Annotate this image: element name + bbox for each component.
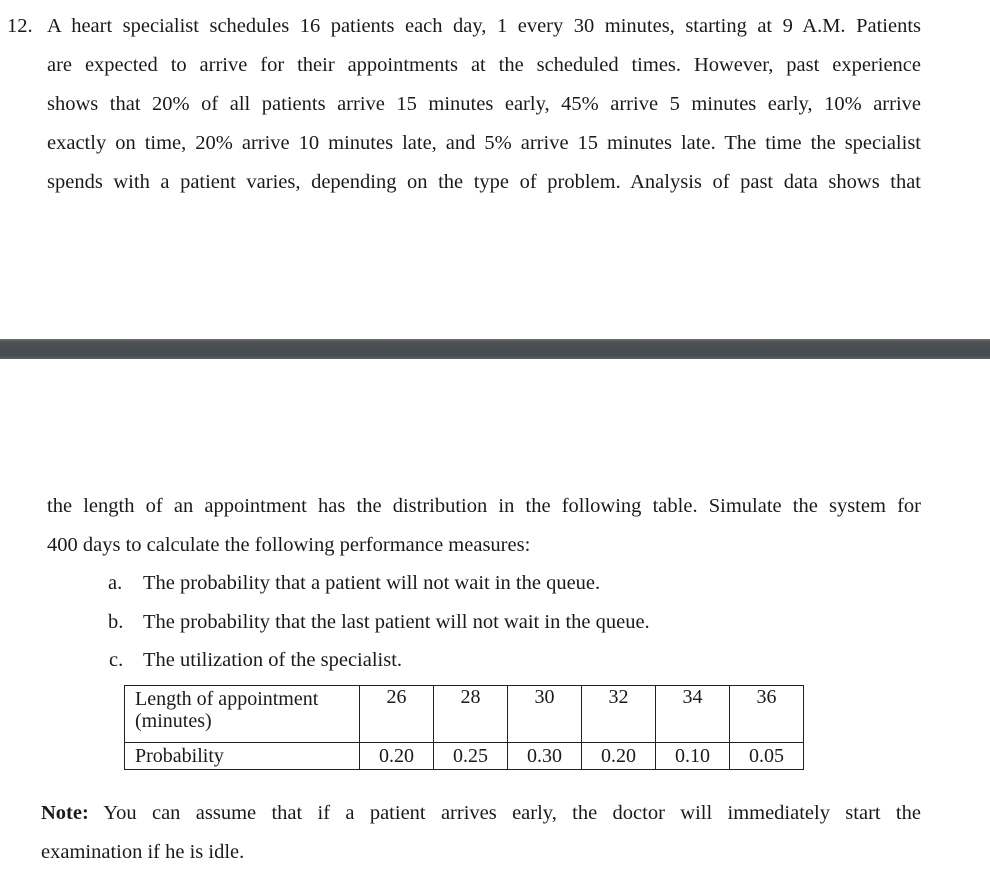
table-cell-length: 34: [656, 686, 730, 743]
list-marker-a: a.: [108, 572, 123, 594]
table-cell-length: 28: [434, 686, 508, 743]
table-cell-probability: 0.30: [508, 743, 582, 770]
note-line-1: Note: You can assume that if a patient arrives early, the doctor will immediately start the: [41, 802, 921, 824]
table-header-length: Length of appointment (minutes): [125, 686, 360, 743]
appointment-distribution-table: [124, 685, 804, 770]
list-item-b: The probability that the last patient will not wait in the queue.: [143, 611, 650, 633]
table-row-probabilities: [125, 743, 804, 770]
table-cell-length: 32: [582, 686, 656, 743]
problem-text-line-3: shows that 20% of all patients arrive 15 minutes early, 45% arrive 5 minutes early, 10% arrive: [47, 93, 921, 115]
list-item-a: The probability that a patient will not wait in the queue.: [143, 572, 601, 594]
table-cell-probability: 0.20: [582, 743, 656, 770]
table-cell-probability: 0.05: [730, 743, 804, 770]
note-label: Note:: [41, 802, 89, 824]
table-cell-probability: 0.20: [360, 743, 434, 770]
table-header-probability: Probability: [125, 743, 360, 770]
note-line-2: examination if he is idle.: [41, 841, 245, 863]
problem-text-line-7: 400 days to calculate the following performance measures:: [47, 534, 531, 556]
problem-text-line-5: spends with a patient varies, depending on the type of problem. Analysis of past data shows that: [47, 171, 921, 193]
problem-text-line-1: A heart specialist schedules 16 patients each day, 1 every 30 minutes, starting at 9 A.M. Patients: [47, 15, 921, 37]
problem-text-line-4: exactly on time, 20% arrive 10 minutes late, and 5% arrive 15 minutes late. The time the specialist: [47, 132, 921, 154]
table-row-lengths: [125, 686, 804, 743]
page-divider: [0, 339, 990, 359]
problem-text-line-2: are expected to arrive for their appointments at the scheduled times. However, past experience: [47, 54, 921, 76]
problem-text-line-6: the length of an appointment has the distribution in the following table. Simulate the system for: [47, 495, 921, 517]
table-cell-length: 30: [508, 686, 582, 743]
list-item-c: The utilization of the specialist.: [143, 649, 403, 671]
list-marker-c: c.: [109, 649, 124, 671]
problem-number: 12.: [7, 15, 33, 37]
table-cell-length: 36: [730, 686, 804, 743]
table-cell-probability: 0.25: [434, 743, 508, 770]
table-cell-length: 26: [360, 686, 434, 743]
list-marker-b: b.: [108, 611, 124, 633]
table-cell-probability: 0.10: [656, 743, 730, 770]
